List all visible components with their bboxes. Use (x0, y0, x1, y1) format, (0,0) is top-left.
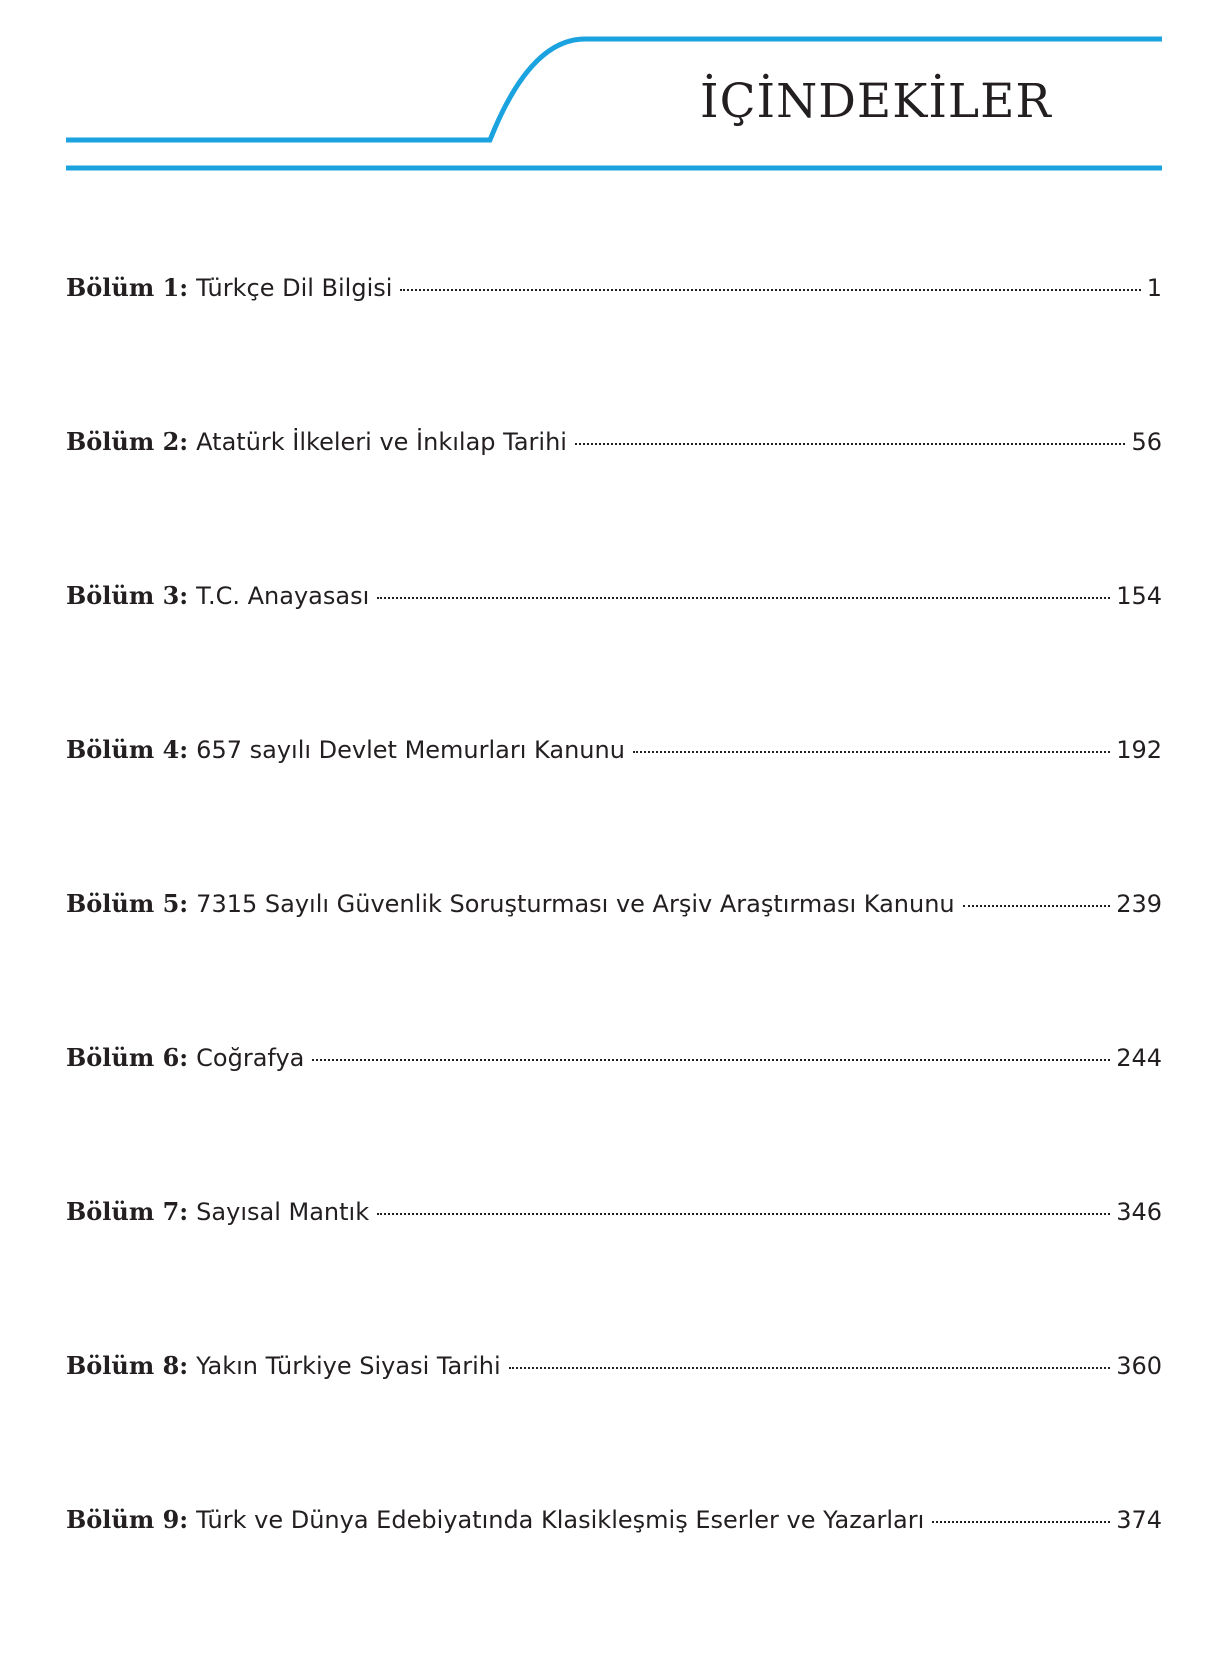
dot-leader (575, 443, 1126, 445)
chapter-title: T.C. Anayasası (196, 582, 370, 610)
page-number: 374 (1116, 1506, 1162, 1534)
chapter-title: 657 sayılı Devlet Memurları Kanunu (196, 736, 625, 764)
page-number: 346 (1116, 1198, 1162, 1226)
page-number: 154 (1116, 582, 1162, 610)
dot-leader (932, 1521, 1110, 1523)
chapter-title: 7315 Sayılı Güvenlik Soruşturması ve Arşiv Araştırması Kanunu (196, 890, 955, 918)
chapter-label: Bölüm 5: (66, 889, 189, 918)
toc-entry-chapter-6[interactable] (66, 1040, 1162, 1194)
page-title: İÇİNDEKİLER (700, 74, 1052, 129)
dot-leader (312, 1059, 1110, 1061)
dot-leader (633, 751, 1110, 753)
chapter-title: Türk ve Dünya Edebiyatında Klasikleşmiş Eserler ve Yazarları (196, 1506, 925, 1534)
page-number: 360 (1116, 1352, 1162, 1380)
page-number: 192 (1116, 736, 1162, 764)
page-number: 239 (1116, 890, 1162, 918)
dot-leader (377, 1213, 1110, 1215)
toc-entry-chapter-4[interactable] (66, 732, 1162, 886)
chapter-label: Bölüm 1: (66, 273, 189, 302)
dot-leader (509, 1367, 1111, 1369)
chapter-title: Sayısal Mantık (196, 1198, 370, 1226)
chapter-label: Bölüm 8: (66, 1351, 189, 1380)
table-of-contents (66, 270, 1162, 1656)
chapter-label: Bölüm 4: (66, 735, 189, 764)
dot-leader (963, 905, 1111, 907)
toc-entry-chapter-2[interactable] (66, 424, 1162, 578)
toc-entry-chapter-8[interactable] (66, 1348, 1162, 1502)
page-number: 1 (1146, 274, 1162, 302)
chapter-label: Bölüm 6: (66, 1043, 189, 1072)
chapter-label: Bölüm 2: (66, 427, 189, 456)
chapter-label: Bölüm 3: (66, 581, 189, 610)
toc-entry-chapter-5[interactable] (66, 886, 1162, 1040)
dot-leader (377, 597, 1110, 599)
toc-entry-chapter-1[interactable] (66, 270, 1162, 424)
chapter-title: Atatürk İlkeleri ve İnkılap Tarihi (196, 428, 567, 456)
chapter-title: Türkçe Dil Bilgisi (196, 274, 393, 302)
page-number: 56 (1131, 428, 1162, 456)
chapter-title: Yakın Türkiye Siyasi Tarihi (196, 1352, 501, 1380)
chapter-label: Bölüm 9: (66, 1505, 189, 1534)
toc-entry-chapter-7[interactable] (66, 1194, 1162, 1348)
toc-entry-chapter-9[interactable] (66, 1502, 1162, 1656)
chapter-label: Bölüm 7: (66, 1197, 189, 1226)
toc-entry-chapter-3[interactable] (66, 578, 1162, 732)
dot-leader (400, 289, 1140, 291)
chapter-title: Coğrafya (196, 1044, 305, 1072)
page-number: 244 (1116, 1044, 1162, 1072)
